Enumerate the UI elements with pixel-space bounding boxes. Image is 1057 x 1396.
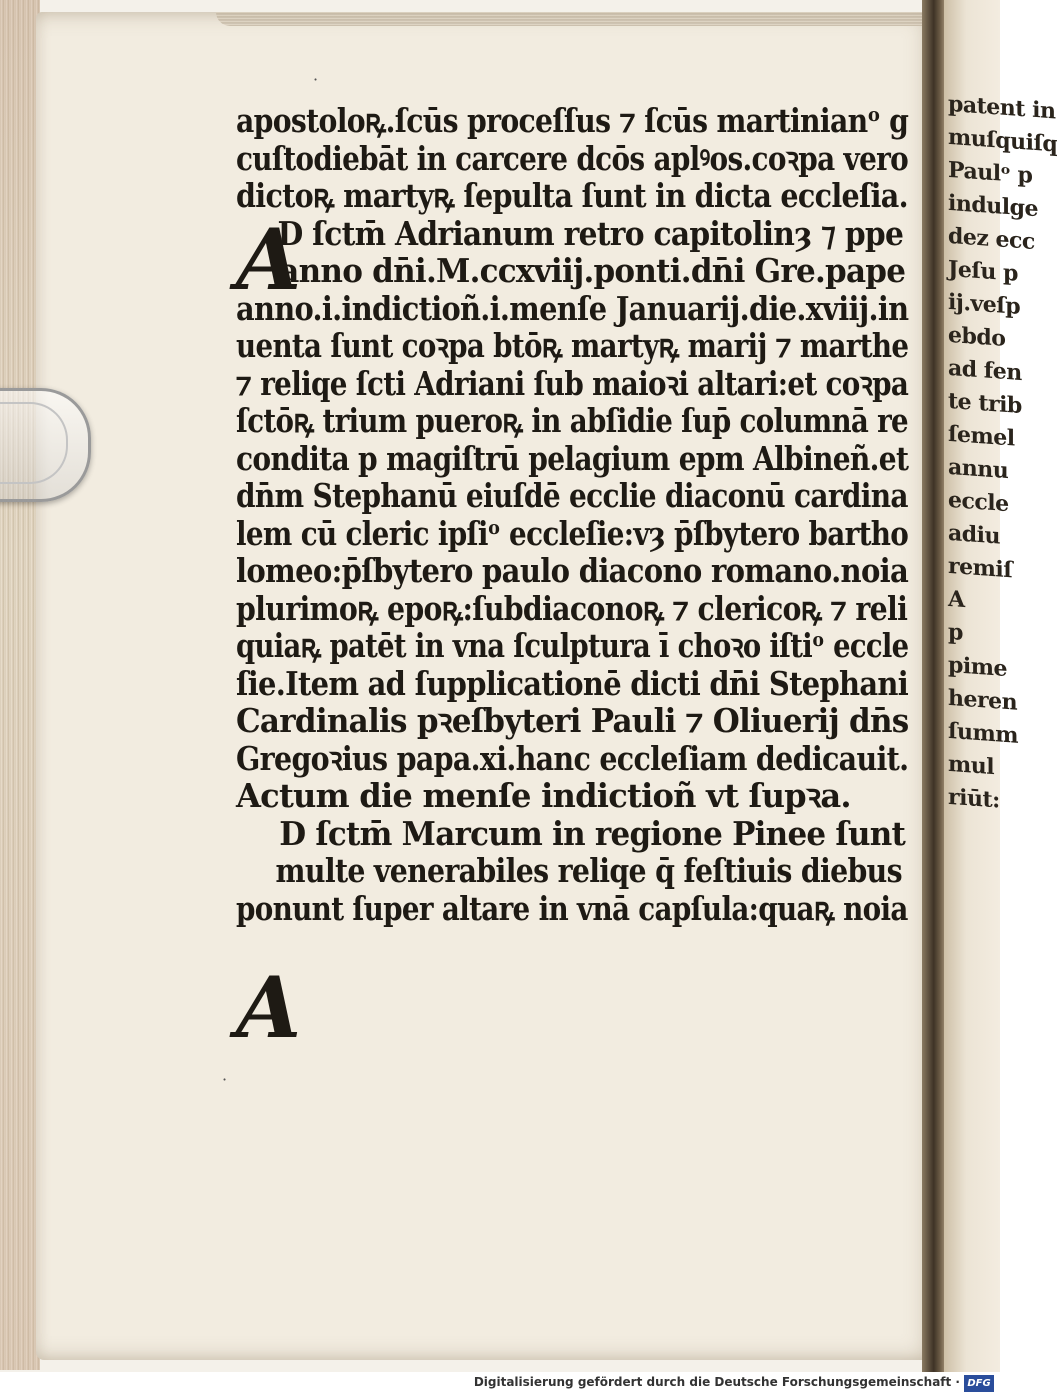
drop-initial: A bbox=[236, 210, 302, 309]
text-line: anno dn̄i.M.ccxviij.ponti.dn̄i Gre.pape bbox=[279, 251, 906, 290]
text-line: apostoloꝶ.ſcūs proceſſus ⁊ ſcūs martinianᵒ g bbox=[236, 101, 909, 140]
text-line: cuſtodiebāt in carcere dcōs aplꝰos.coꝛpa vero bbox=[236, 138, 909, 178]
text-line: ⁊ reliqe ſcti Adriani ſub maioꝛi altari:et coꝛpa bbox=[236, 363, 909, 403]
facing-page-line: indulge bbox=[948, 189, 1038, 223]
facing-page-line: ſemel bbox=[948, 420, 1015, 452]
text-line: uenta ſunt coꝛpa btōꝶ martyꝶ marij ⁊ marthe bbox=[236, 326, 909, 365]
facing-page-line: heren bbox=[948, 684, 1018, 716]
facing-page-line: patent in bbox=[948, 90, 1056, 125]
text-line: ſctōꝶ trium pueroꝶ in abſidie ſup̄ columnā re bbox=[236, 401, 909, 440]
text-block bbox=[236, 102, 926, 927]
text-line: multe venerabiles reliqe q̄ feſtiuis diebus bbox=[275, 851, 902, 890]
facing-page-line: riūt: bbox=[948, 783, 1000, 814]
text-line: dn̄m Stephanū eiuſdē ecclie diaconū cardina bbox=[236, 476, 908, 515]
text-line: Actum die menſe indictioñ vt ſupꝛa. bbox=[236, 776, 851, 815]
text-line: dictoꝶ martyꝶ ſepulta ſunt in dicta eccleſia. bbox=[236, 176, 908, 215]
text-line: lomeo:p̄ſbytero paulo diacono romano.noia bbox=[236, 551, 909, 590]
facing-page-line: mul bbox=[948, 750, 995, 781]
facing-page-line: te trib bbox=[948, 387, 1022, 420]
text-line: Gregoꝛius papa.xi.hanc eccleſiam dedicauit. bbox=[236, 738, 909, 778]
text-line: D ſctm̄ Adrianum retro capitolinȝ ⁊ ppe bbox=[277, 213, 904, 253]
facing-page-line: ebdo bbox=[948, 321, 1006, 352]
text-line: condita p magiſtrū pelagium epm Albineñ.et bbox=[236, 438, 909, 478]
facing-page-line: ſumm bbox=[948, 717, 1019, 749]
facing-page-line: muſquiſq bbox=[948, 123, 1057, 158]
page-speck: · bbox=[313, 70, 319, 89]
text-line: ſie.Item ad ſupplicationē dicti dn̄i Stephani bbox=[236, 663, 909, 703]
facing-page-line: Jeſu p bbox=[948, 255, 1018, 287]
page-speck: · bbox=[222, 1070, 228, 1089]
text-line: ponunt ſuper altare in vnā capſula:quaꝶ noia bbox=[236, 888, 908, 928]
page-clip-inner bbox=[0, 402, 68, 484]
facing-page-line: remiſ bbox=[948, 552, 1013, 584]
facing-page-line: ad fen bbox=[948, 354, 1022, 387]
facing-page-text bbox=[948, 88, 1057, 818]
facing-page-line: eccle bbox=[948, 486, 1009, 518]
facing-page-line: p bbox=[948, 618, 963, 646]
text-line: plurimoꝶ epoꝶ:ſubdiaconoꝶ ⁊ clericoꝶ ⁊ reli bbox=[236, 588, 908, 628]
text-line: Cardinalis pꝛeſbyteri Pauli ⁊ Oliuerij dn̄s bbox=[236, 701, 909, 740]
text-line: anno.i.indictioñ.i.menſe Januarij.die.xviij.in bbox=[236, 288, 909, 328]
text-line: lem cū cleric ipſiᵒ eccleſie:vȝ p̄ſbytero bartho bbox=[236, 513, 909, 553]
dfg-logo: DFG bbox=[964, 1375, 994, 1392]
facing-page-line: dez ecc bbox=[948, 222, 1035, 255]
facing-page-line: pime bbox=[948, 651, 1008, 683]
text-line: D ſctm̄ Marcum in regione Pinee ſunt bbox=[279, 813, 906, 853]
facing-page-line: adiu bbox=[948, 519, 1000, 550]
facing-page-line: annu bbox=[948, 453, 1009, 485]
footer-bar bbox=[0, 1372, 1000, 1396]
footer-credit: Digitalisierung gefördert durch die Deutsche Forschungsgemeinschaft · bbox=[473, 1375, 960, 1389]
facing-page-line: Paulᵒ p bbox=[948, 156, 1033, 189]
text-line: quiaꝶ patēt in vna ſculptura ī choꝛo iſtiᵒ eccle bbox=[236, 626, 909, 665]
page-stack-edge bbox=[0, 0, 40, 1370]
facing-page-line: A bbox=[948, 585, 965, 614]
drop-initial: A bbox=[236, 958, 302, 1057]
page-top-edge bbox=[216, 12, 976, 26]
facing-page-line: ij.veſp bbox=[948, 288, 1021, 320]
